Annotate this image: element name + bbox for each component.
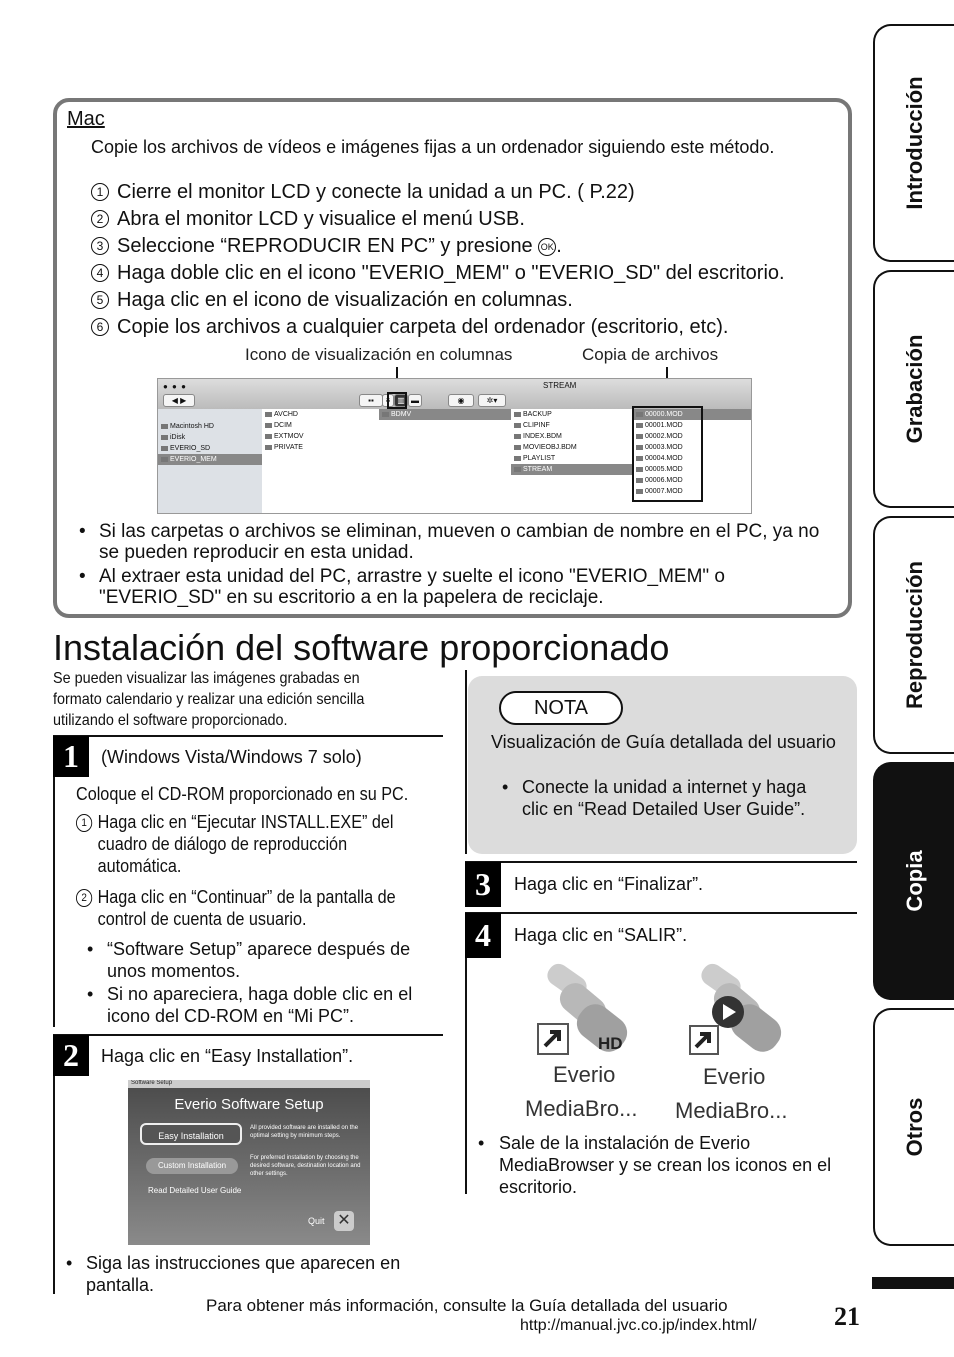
file-item: 00003.MOD <box>633 442 752 453</box>
list-view-button: ≡ <box>382 394 394 407</box>
tab-grabacion[interactable] <box>873 270 954 508</box>
tab-copia[interactable] <box>873 762 954 1000</box>
step4-rule <box>465 958 467 1194</box>
sub-text: Haga clic en “Ejecutar INSTALL.EXE” del cuadro de diálogo de reproducción automática. <box>97 812 394 876</box>
sidebar-item: iDisk <box>158 432 262 443</box>
callout-copy-label: Copia de archivos <box>582 345 719 364</box>
step-number: 2 <box>76 889 92 907</box>
file-item: 00007.MOD <box>633 486 752 497</box>
right-column-rule <box>465 670 467 854</box>
step2-badge: 2 <box>53 1035 89 1076</box>
back-forward-buttons: ◀ ▶ <box>163 394 195 407</box>
step-text: Haga doble clic en el icono "EVERIO_MEM" o "EVERIO_SD" del escritorio. <box>117 262 785 284</box>
mediabrowser-icon[interactable] <box>686 962 786 1062</box>
easy-installation-desc: All provided software are installed on the optimal setting by minimum steps. <box>250 1125 359 1139</box>
coverflow-view-button: ▬ <box>408 394 422 407</box>
folder-item: BACKUP <box>511 409 633 420</box>
step1-badge: 1 <box>53 736 89 777</box>
file-item: 00004.MOD <box>633 453 752 464</box>
bullet-text: Si no apareciera, haga doble clic en el icono del CD-ROM en “Mi PC”. <box>107 984 413 1026</box>
step-number: 5 <box>91 291 109 309</box>
folder-item: EXTMOV <box>262 431 379 442</box>
tab-reproduccion[interactable] <box>873 516 954 754</box>
mac-intro: Copie los archivos de vídeos e imágenes fijas a un ordenador siguiendo este método. <box>91 137 775 157</box>
tab-label: Introducción <box>901 76 927 210</box>
icon-view-button: ▪▪ <box>359 394 383 407</box>
setup-title: Everio Software Setup <box>174 1096 324 1113</box>
mac-bullet-2: • Al extraer esta unidad del PC, arrastre y suelte el icono "EVERIO_MEM" o "EVERIO_SD" en su escritorio a en la papelera de reciclaje. <box>79 566 844 608</box>
folder-item: DCIM <box>262 420 379 431</box>
page-number: 21 <box>834 1302 860 1331</box>
dialog-titlebar: Software Setup <box>128 1080 370 1088</box>
sub-text: Haga clic en “Continuar” de la pantalla de control de cuenta de usuario. <box>97 887 396 929</box>
bullet-text: Conecte la unidad a internet y haga clic en “Read Detailed User Guide”. <box>522 777 807 819</box>
ok-button-icon: OK <box>538 238 556 256</box>
bullet-text: Al extraer esta unidad del PC, arrastre y suelte el icono "EVERIO_MEM" o "EVERIO_SD" en su escritorio a en la papelera de reciclaje. <box>99 566 725 608</box>
finder-column-3 <box>511 409 634 514</box>
file-item: 00001.MOD <box>633 420 752 431</box>
step1-head: (Windows Vista/Windows 7 solo) <box>101 747 362 767</box>
custom-installation-desc: For preferred installation by choosing the desired software, destination location and other settings. <box>250 1155 361 1177</box>
step4-bullet: • Sale de la instalación de Everio MediaBrowser y se crean los iconos en el escritorio. <box>478 1132 848 1198</box>
mac-step-1 <box>91 181 635 204</box>
step-text: Copie los archivos a cualquier carpeta del ordenador (escritorio, etc). <box>117 316 729 338</box>
icon1-label-1: Everio <box>553 1062 616 1087</box>
step-number: 2 <box>91 210 109 228</box>
tab-label: Copia <box>901 850 927 912</box>
tab-introduccion[interactable] <box>873 24 954 262</box>
step-number: 6 <box>91 318 109 336</box>
finder-column-1 <box>262 409 380 514</box>
action-gear-icon: ✲▾ <box>478 394 506 407</box>
file-item: 00006.MOD <box>633 475 752 486</box>
step3-badge: 3 <box>465 862 501 907</box>
folder-item: AVCHD <box>262 409 379 420</box>
tab-label: Otros <box>901 1097 927 1157</box>
callout-columns-label: Icono de visualización en columnas <box>245 345 513 364</box>
step-text: Cierre el monitor LCD y conecte la unidad a un PC. ( P.22) <box>117 181 635 203</box>
mac-step-3: 3 Seleccione “REPRODUCIR EN PC” y presione OK . <box>91 235 562 258</box>
mac-heading: Mac <box>67 108 105 130</box>
file-item: 00000.MOD <box>633 409 752 420</box>
step3-head: Haga clic en “Finalizar”. <box>514 874 704 894</box>
step1-bullet-1: • “Software Setup” aparece después de unos momentos. <box>87 938 447 982</box>
folder-item: STREAM <box>511 464 633 475</box>
file-item: INDEX.BDM <box>511 431 633 442</box>
tab-otros[interactable] <box>873 1008 954 1246</box>
finder-window-title: STREAM <box>543 381 577 390</box>
bullet-text: Si las carpetas o archivos se eliminan, mueven o cambian de nombre en el PC, ya no se pueden reproducir en esta unidad. <box>99 521 820 563</box>
mac-step-5 <box>91 289 573 312</box>
bullet-text: Sale de la instalación de Everio MediaBrowser y se crean los iconos en el escritorio. <box>499 1133 832 1197</box>
file-item: 00005.MOD <box>633 464 752 475</box>
step2-rule <box>53 1076 55 1294</box>
nota-text: Visualización de Guía detallada del usuario <box>491 732 836 752</box>
mac-step-4 <box>91 262 785 285</box>
close-icon[interactable]: ✕ <box>334 1211 354 1231</box>
easy-installation-button[interactable]: Easy Installation <box>140 1123 242 1145</box>
file-item: 00002.MOD <box>633 431 752 442</box>
step1-sub2 <box>76 886 436 930</box>
sidebar-item: EVERIO_MEM <box>158 454 262 465</box>
step1-bullet-2: • Si no apareciera, haga doble clic en el icono del CD-ROM en “Mi PC”. <box>87 983 447 1027</box>
step-text: Abra el monitor LCD y visualice el menú USB. <box>117 208 525 230</box>
mac-bullet-1: • Si las carpetas o archivos se eliminan, mueven o cambian de nombre en el PC, ya no se pueden reproducir en esta unidad. <box>79 521 844 563</box>
folder-item: BDMV <box>379 409 511 420</box>
step4-head: Haga clic en “SALIR”. <box>514 925 688 945</box>
section-title: Instalación del software proporcionado <box>53 627 670 668</box>
finder-column-2 <box>379 409 512 514</box>
step4-badge: 4 <box>465 913 501 958</box>
sidebar-item: EVERIO_SD <box>158 443 262 454</box>
step-number: 1 <box>76 814 92 832</box>
read-guide-link[interactable]: Read Detailed User Guide <box>148 1186 242 1195</box>
step-number: 3 <box>91 237 109 255</box>
step1-sub1 <box>76 811 436 877</box>
step2-bullet: • Siga las instrucciones que aparecen en pantalla. <box>66 1252 446 1296</box>
footer-url[interactable]: http://manual.jvc.co.jp/index.html/ <box>520 1317 757 1334</box>
step1-lead: Coloque el CD-ROM proporcionado en su PC. <box>76 784 409 804</box>
step1-rule <box>53 777 55 1027</box>
bullet-text: Siga las instrucciones que aparecen en pantalla. <box>86 1253 401 1295</box>
icon2-label-2: MediaBro... <box>675 1098 788 1123</box>
bullet-text: “Software Setup” aparece después de unos momentos. <box>107 939 411 981</box>
finder-sidebar <box>158 409 263 514</box>
copy-files-highlight <box>632 406 703 502</box>
step-text: Seleccione “REPRODUCIR EN PC” y presione <box>117 235 533 257</box>
icon1-label-2: MediaBro... <box>525 1096 638 1121</box>
window-controls: ● ● ● <box>163 382 187 391</box>
nota-label: NOTA <box>499 691 623 725</box>
mac-step-2 <box>91 208 525 231</box>
step-number: 4 <box>91 264 109 282</box>
hd-badge: HD <box>598 1034 623 1053</box>
software-setup-dialog <box>128 1080 370 1245</box>
footer-bar <box>872 1277 954 1289</box>
step-number: 1 <box>91 183 109 201</box>
mac-step-6 <box>91 316 728 339</box>
custom-installation-button[interactable]: Custom Installation <box>146 1158 238 1174</box>
quit-label: Quit <box>308 1216 325 1226</box>
folder-item: PLAYLIST <box>511 453 633 464</box>
mediabrowser-hd-icon[interactable] <box>536 962 636 1062</box>
sidebar-item: Macintosh HD <box>158 421 262 432</box>
folder-item: PRIVATE <box>262 442 379 453</box>
folder-item: CLIPINF <box>511 420 633 431</box>
icon2-label-1: Everio <box>703 1064 766 1089</box>
footer-text: Para obtener más información, consulte la Guía detallada del usuario <box>206 1296 728 1315</box>
nota-bullet: • Conecte la unidad a internet y haga clic en “Read Detailed User Guide”. <box>502 776 832 820</box>
section-intro: Se pueden visualizar las imágenes grabadas en formato calendario y realizar una edición sencilla utilizando el software proporcionado. <box>53 670 365 729</box>
step-text: Haga clic en el icono de visualización en columnas. <box>117 289 573 311</box>
quicklook-eye-icon: ◉ <box>448 394 474 407</box>
step2-head: Haga clic en “Easy Installation”. <box>101 1046 354 1066</box>
tab-label: Reproducción <box>901 561 927 709</box>
column-view-icon: ▥ <box>394 394 408 407</box>
file-item: MOVIEOBJ.BDM <box>511 442 633 453</box>
tab-label: Grabación <box>901 334 927 444</box>
columns-icon-highlight <box>387 392 407 409</box>
